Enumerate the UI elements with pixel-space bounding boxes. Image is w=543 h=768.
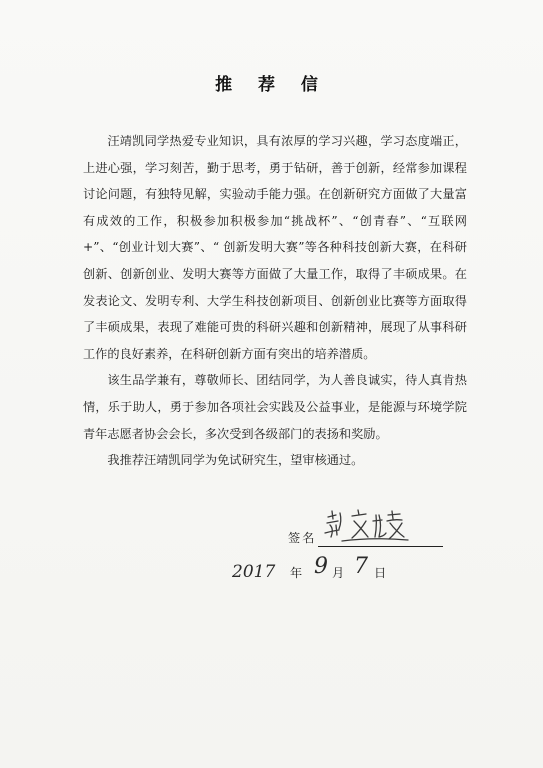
page-title: 推 荐 信 — [215, 75, 328, 95]
date-day-char: 日 — [374, 566, 387, 580]
signature-label: 签名 — [288, 531, 317, 545]
date-day: 7 — [354, 554, 368, 579]
date-row — [232, 550, 432, 590]
signature-line — [318, 546, 443, 547]
paragraph-2: 该生品学兼有，尊敬师长、团结同学，为人善良诚实，待人真肯热情，乐于助人，勇于参加各项社会实践及公益事业，是能源与环境学院青年志愿者协会会长，多次受到各级部门的表扬和奖励。 — [83, 373, 467, 441]
paragraph-1: 汪靖凯同学热爱专业知识，具有浓厚的学习兴趣，学习态度端正，上进心强，学习刻苦，勤于思考，勇于钻研，善于创新，经常参加课程讨论问题，有独特见解，实验动手能力强。在创新研究方面做了大量富有成效的工作，积极参加积极参加“挑战杯”、“创青春”、“互联网+”、“创业计划大赛”、“ 创新发明大赛”等各种科技创新大赛，在科研创新、创新创业、发明大赛等方面做了大量工作，取得了丰硕成果。在发表论文、发明专利、大学生科技创新项目、创新创业比赛等方面取得了丰硕成果，表现了难能可贵的科研兴趣和创新精神，展现了从事科研工作的良好素养，在科研创新方面有突出的培养潜质。 — [83, 134, 467, 361]
letter-body — [83, 128, 467, 474]
date-year-char: 年 — [290, 566, 303, 580]
handwritten-signature — [322, 507, 412, 545]
date-year: 2017 — [232, 562, 276, 582]
date-month-char: 月 — [332, 566, 345, 580]
date-month: 9 — [314, 554, 328, 579]
paragraph-3: 我推荐汪靖凯同学为免试研究生，望审核通过。 — [107, 453, 364, 468]
